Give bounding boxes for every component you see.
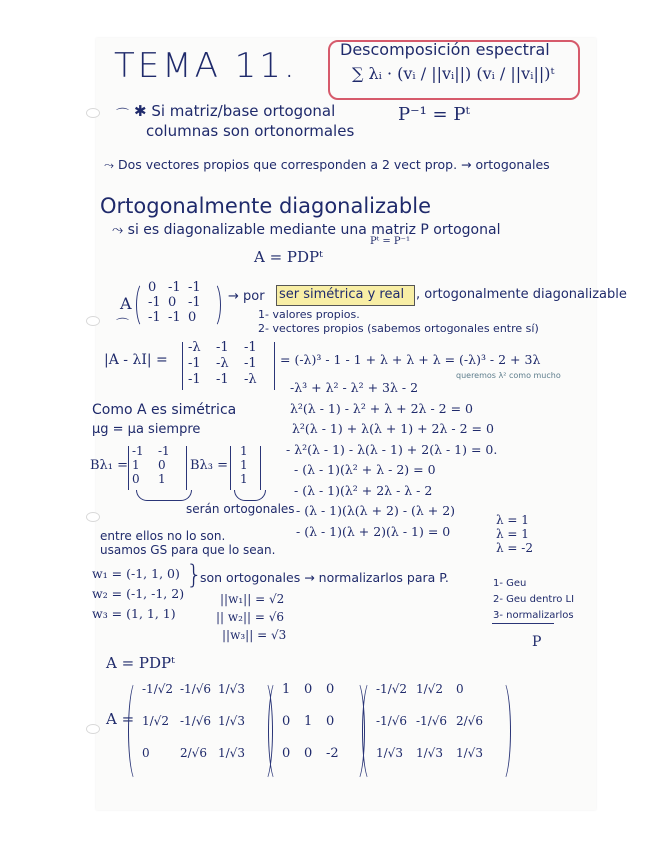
matrix-cell: 0 <box>304 682 313 697</box>
norm-w1: ||w₁|| = √2 <box>220 592 285 606</box>
matrix-cell: -1 <box>216 372 229 387</box>
degree-note: queremos λ² como mucho <box>456 371 561 380</box>
matrix-cell: -1 <box>188 295 201 310</box>
matrix-cell: -1 <box>168 280 181 295</box>
side-list-item-2: 2- Geu dentro LI <box>493 594 575 605</box>
matrix-cell: -1 <box>148 310 161 325</box>
section-definition: ⤳ si es diagonalizable mediante una matriz P ortogonal <box>112 222 501 238</box>
matrix-cell: -λ <box>216 356 229 371</box>
vector-entry: -1 <box>158 444 170 458</box>
multiplicity-note: μg = μa siempre <box>92 422 201 437</box>
transpose-inverse-note: Pᵗ = P⁻¹ <box>370 236 410 247</box>
matrix-cell: 0 <box>148 280 157 295</box>
polynomial-step: - (λ - 1)(λ² + 2λ - λ - 2 <box>294 482 433 498</box>
vector-entry: 0 <box>132 472 140 486</box>
matrix-cell: -1 <box>244 340 257 355</box>
final-formula: A = PDPᵗ <box>106 654 175 672</box>
w2-vector: w₂ = (-1, -1, 2) <box>92 586 185 601</box>
matrix-cell: -1/√6 <box>180 714 212 728</box>
matrix-cell: 0 <box>326 682 335 697</box>
symmetric-note: Como A es simétrica <box>92 402 237 418</box>
b3-label: Bλ₃ = <box>190 458 229 473</box>
matrix-cell: -1/√6 <box>180 682 212 696</box>
w1-vector: w₁ = (-1, 1, 0) <box>92 566 180 581</box>
polynomial-step: λ²(λ - 1) - λ² + λ + 2λ - 2 = 0 <box>290 400 473 416</box>
matrix-cell: -1 <box>188 280 201 295</box>
punch-hole <box>86 512 100 522</box>
normalize-note: son ortogonales → normalizarlos para P. <box>200 570 449 585</box>
matrix-cell: 1/√3 <box>416 746 443 760</box>
vector-entry: 1 <box>158 472 166 486</box>
matrix-cell: 2/√6 <box>456 714 483 728</box>
matrix-cell: 1/√3 <box>456 746 483 760</box>
matrix-cell: 1/√3 <box>376 746 403 760</box>
bullet-marker: ⌒ <box>116 318 130 333</box>
matrix-cell: -λ <box>244 372 257 387</box>
inverse-transpose-formula: P⁻¹ = Pᵗ <box>398 104 470 125</box>
matrix-cell: -1/√2 <box>142 682 174 696</box>
matrix-cell: 0 <box>304 746 313 761</box>
vector-entry: -1 <box>132 444 144 458</box>
highlighted-text: ser simétrica y real <box>279 287 405 302</box>
norm-w2: || w₂|| = √6 <box>216 610 285 624</box>
b1-label: Bλ₁ = <box>90 458 129 473</box>
matrix-cell: -1 <box>188 372 201 387</box>
polynomial-step: - (λ - 1)(λ + 2)(λ - 1) = 0 <box>296 523 451 539</box>
matrix-a-label: A <box>120 294 132 313</box>
final-a-label: A = <box>106 710 135 728</box>
pdpt-formula: A = PDPᵗ <box>254 248 323 266</box>
brace-b1 <box>136 490 192 501</box>
b3-bar <box>260 446 261 490</box>
polynomial-step: - (λ - 1)(λ(λ + 2) - (λ + 2) <box>296 503 456 518</box>
spectral-formula: ∑ λᵢ · (vᵢ / ||vᵢ||) (vᵢ / ||vᵢ||)ᵗ <box>352 64 555 83</box>
w3-vector: w₃ = (1, 1, 1) <box>92 606 176 621</box>
page-title: TEMA 11. <box>114 46 298 86</box>
diagonalizable-text: , ortogonalmente diagonalizable <box>416 287 627 302</box>
polynomial-step: -λ³ + λ² - λ² + 3λ - 2 <box>290 380 419 395</box>
root-3: λ = -2 <box>496 541 533 555</box>
matrix-cell: 1/√3 <box>218 714 245 728</box>
matrix-cell: -λ <box>188 340 201 355</box>
w-brace: } <box>186 560 203 590</box>
matrix-cell: -1/√2 <box>376 682 408 696</box>
polynomial-step: - (λ - 1)(λ² + λ - 2) = 0 <box>294 462 436 477</box>
polynomial-step: λ²(λ - 1) + λ(λ + 1) + 2λ - 2 = 0 <box>292 421 494 436</box>
matrix-cell: 1 <box>282 682 291 697</box>
orthogonal-rule-line2: columnas son ortonormales <box>146 122 355 140</box>
list-item-1: 1- valores propios. <box>258 308 360 321</box>
punch-hole <box>86 724 100 734</box>
matrix-cell: 1/√2 <box>416 682 443 696</box>
b1-bar <box>128 446 129 490</box>
polynomial-step: - λ²(λ - 1) - λ(λ - 1) + 2(λ - 1) = 0. <box>286 441 498 457</box>
eigenvectors-orthogonal-note: ⤳ Dos vectores propios que corresponden a 2 vect prop. → ortogonales <box>104 157 550 172</box>
root-1: λ = 1 <box>496 513 529 527</box>
matrix-cell: -1 <box>244 356 257 371</box>
side-list-item-1: 1- Geu <box>493 578 527 589</box>
b3-bar <box>230 446 231 490</box>
punch-hole <box>86 108 100 118</box>
matrix-cell: -2 <box>326 746 339 761</box>
matrix-cell: 0 <box>456 682 464 696</box>
det-bar-left <box>182 342 183 390</box>
gs-note-2: usamos GS para que lo sean. <box>100 543 276 557</box>
matrix-cell: 0 <box>326 714 335 729</box>
b1-bar <box>186 446 187 490</box>
matrix-cell: 1/√3 <box>218 682 245 696</box>
gs-note-1: entre ellos no lo son. <box>100 529 226 543</box>
matrix-cell: 1/√2 <box>142 714 169 728</box>
root-2: λ = 1 <box>496 527 529 541</box>
matrix-cell: -1/√6 <box>416 714 448 728</box>
orthogonal-label: serán ortogonales <box>186 502 295 516</box>
right-paren <box>206 282 221 328</box>
side-list-p: P <box>532 634 542 650</box>
orthogonal-rule-line1: ✱ Si matriz/base ortogonal <box>134 102 336 120</box>
vector-entry: 1 <box>240 458 248 472</box>
matrix-cell: 2/√6 <box>180 746 207 760</box>
side-list-item-3: 3- normalizarlos <box>493 610 574 621</box>
matrix-cell: -1 <box>216 340 229 355</box>
spectral-heading: Descomposición espectral <box>340 40 550 59</box>
underline <box>492 623 554 624</box>
vector-entry: 0 <box>158 458 166 472</box>
matrix-cell: 0 <box>282 714 291 729</box>
matrix-cell: -1 <box>148 295 161 310</box>
matrix-cell: 1/√3 <box>218 746 245 760</box>
matrix-cell: 0 <box>142 746 150 760</box>
matrix-cell: 0 <box>188 310 197 325</box>
matrix-cell: 0 <box>282 746 291 761</box>
matrix-cell: -1 <box>168 310 181 325</box>
vector-entry: 1 <box>240 444 248 458</box>
det-bar-right <box>274 342 275 390</box>
vector-entry: 1 <box>240 472 248 486</box>
matrix-cell: -1/√6 <box>376 714 408 728</box>
matrix-cell: 1 <box>304 714 313 729</box>
det-expansion: = (-λ)³ - 1 - 1 + λ + λ + λ = (-λ)³ - 2 + 3λ <box>280 352 541 367</box>
bullet-marker: ⌒ <box>116 108 130 123</box>
punch-hole <box>86 316 100 326</box>
norm-w3: ||w₃|| = √3 <box>222 628 287 642</box>
section-heading: Ortogonalmente diagonalizable <box>100 194 431 218</box>
arrow-por: → por <box>228 289 265 304</box>
matrix-cell: 0 <box>168 295 177 310</box>
matrix-cell: -1 <box>188 356 201 371</box>
vector-entry: 1 <box>132 458 140 472</box>
det-lhs: |A - λI| = <box>104 352 168 368</box>
right-paren <box>494 680 511 782</box>
list-item-2: 2- vectores propios (sabemos ortogonales entre sí) <box>258 322 539 335</box>
